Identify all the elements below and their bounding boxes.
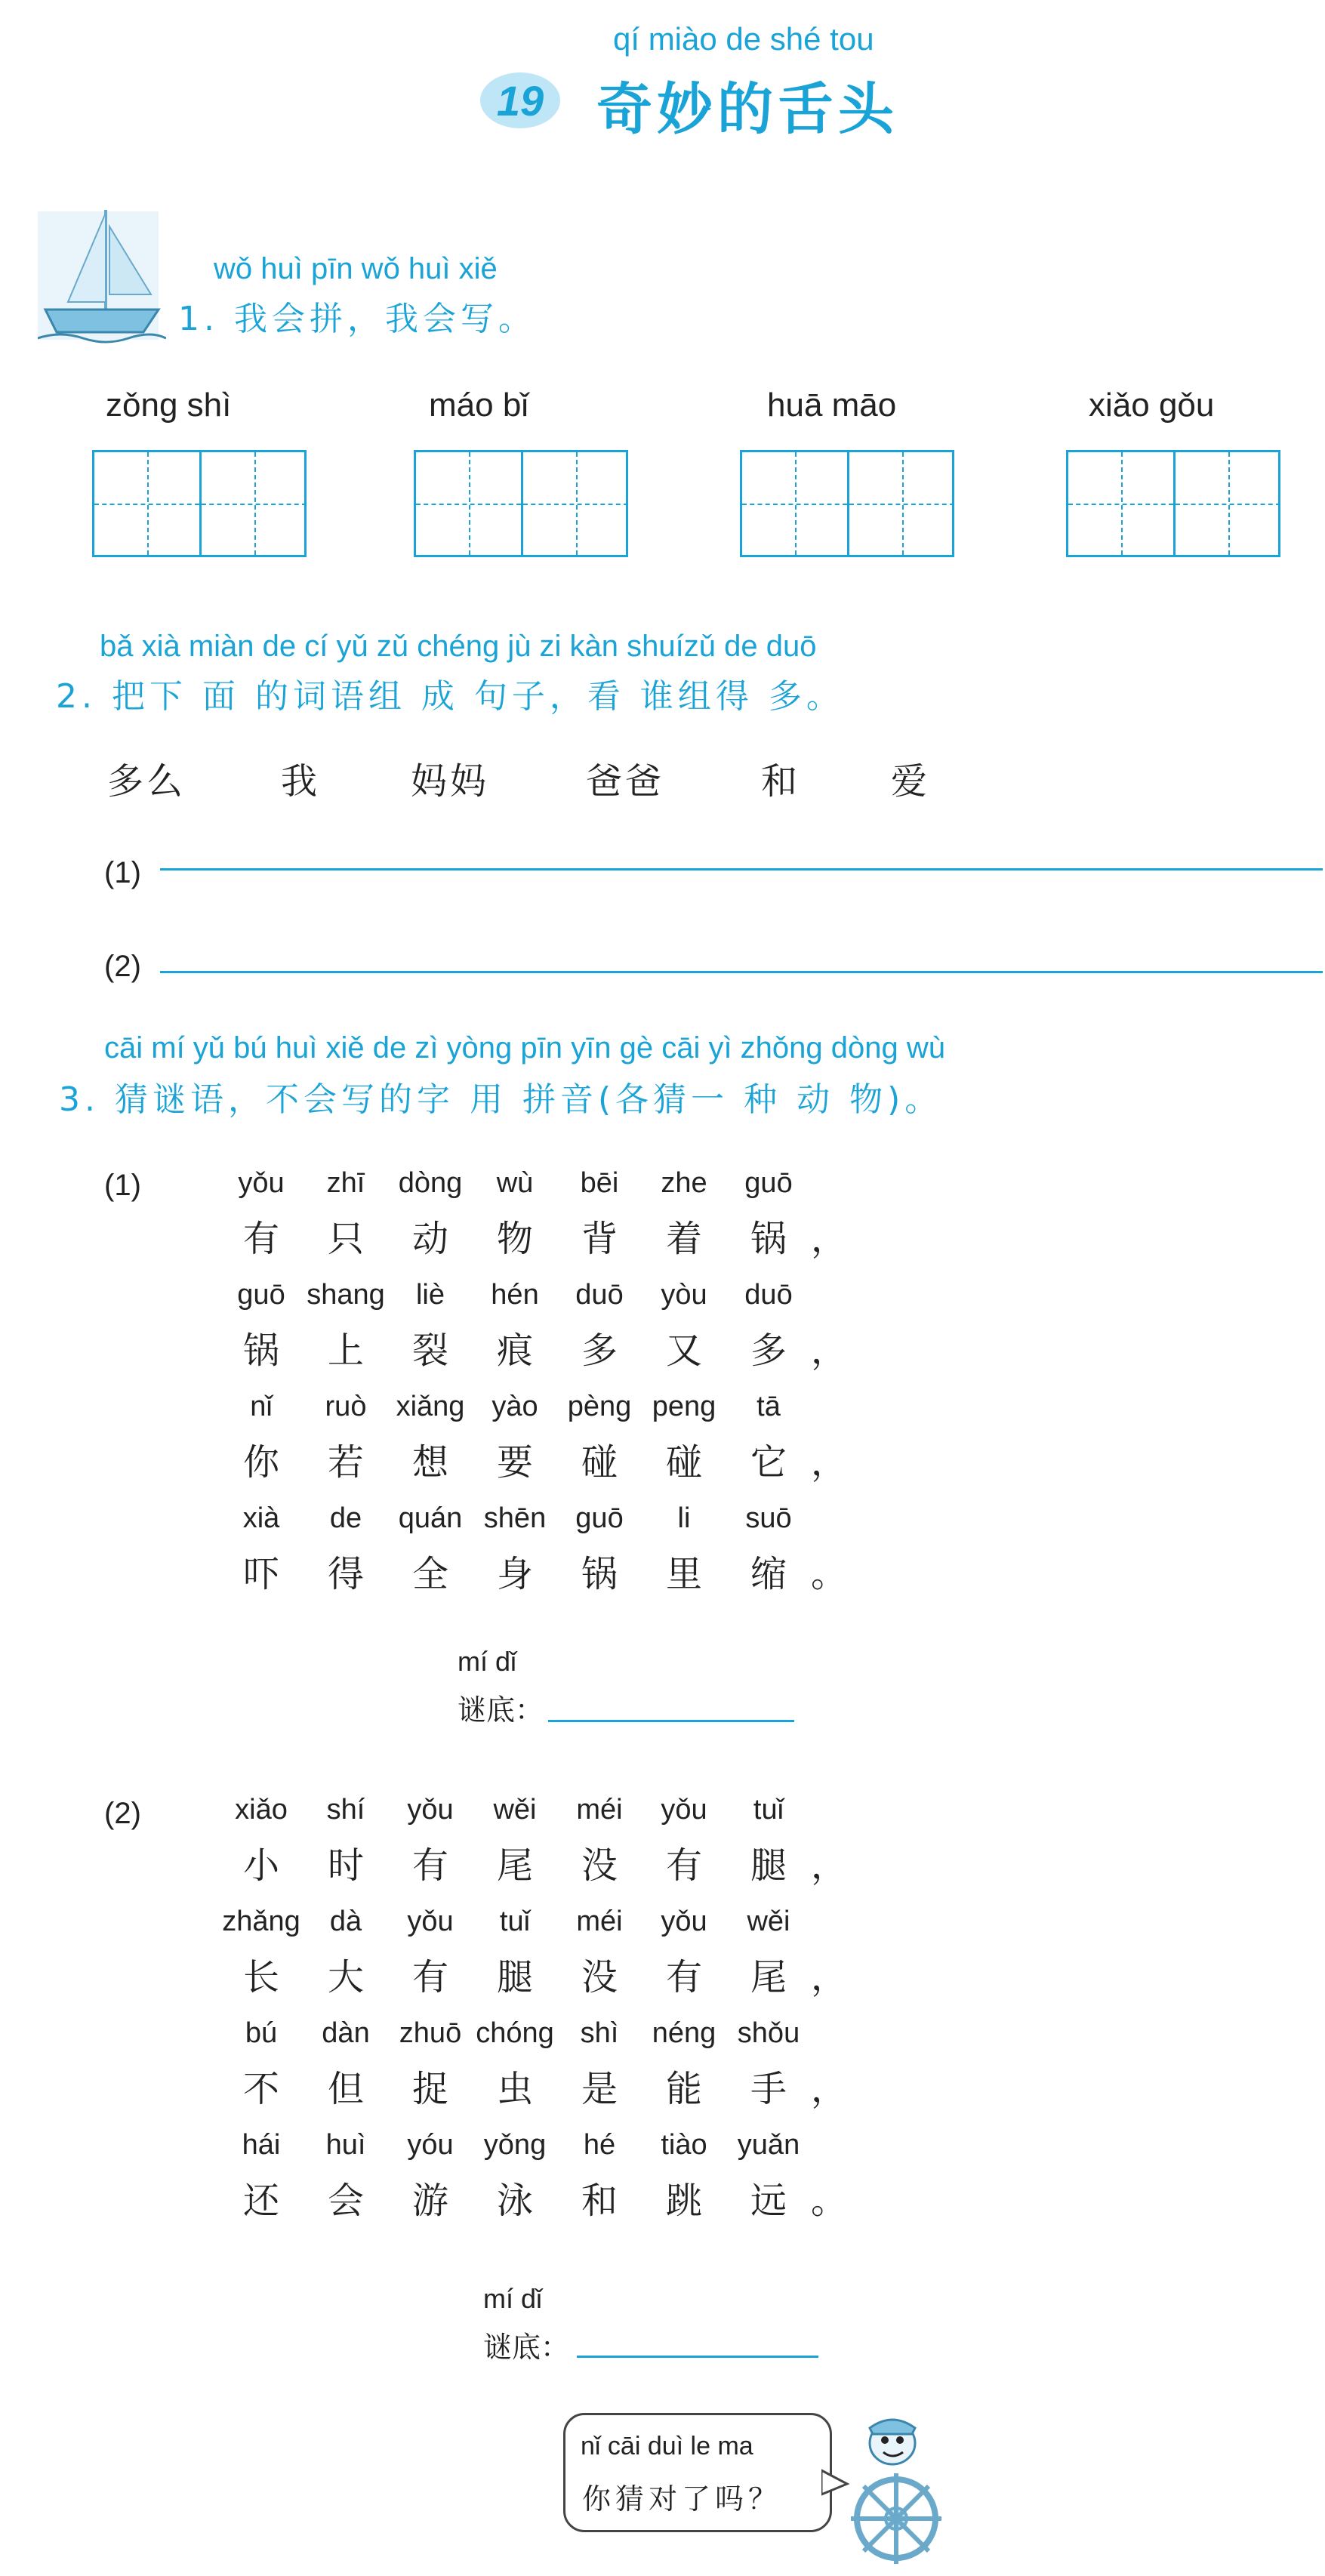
riddle-hanzi: 有 bbox=[411, 1956, 448, 1998]
riddle-hanzi-row bbox=[219, 2171, 848, 2223]
riddle-hanzi-row bbox=[219, 1948, 848, 2000]
riddle-hanzi: 长 bbox=[242, 1956, 279, 1998]
sailor-mascot-illustration bbox=[840, 2413, 953, 2564]
riddle-pinyin: néng bbox=[652, 2017, 716, 2049]
riddle-2-number: (2) bbox=[104, 1797, 141, 1830]
riddle-pinyin: yǒu bbox=[407, 1794, 454, 1826]
riddle-hanzi: 捉 bbox=[411, 2068, 448, 2110]
riddle-pinyin: yǒu bbox=[238, 1167, 285, 1199]
riddle-pinyin: dàn bbox=[322, 2017, 370, 2049]
riddle-hanzi: 锅 bbox=[242, 1330, 279, 1372]
riddle-hanzi: 泳 bbox=[496, 2180, 533, 2222]
riddle-hanzi: 会 bbox=[327, 2180, 364, 2222]
q2-word-1: 多么 bbox=[107, 760, 186, 803]
riddle-pinyin: wěi bbox=[493, 1794, 537, 1826]
q2-line-label-1: (1) bbox=[104, 856, 141, 889]
riddle-hanzi: 尾 bbox=[750, 1956, 787, 1998]
riddle-hanzi: 有 bbox=[411, 1844, 448, 1887]
riddle-punctuation: ， bbox=[811, 1956, 848, 1998]
riddle-hanzi: 缩 bbox=[750, 1553, 787, 1595]
riddle-hanzi: 游 bbox=[411, 2180, 448, 2222]
riddle-2-answer-pinyin: mí dǐ bbox=[483, 2283, 543, 2314]
riddle-pinyin: pèng bbox=[567, 1391, 632, 1422]
riddle-punctuation: ， bbox=[811, 1441, 848, 1484]
riddle-hanzi: 又 bbox=[665, 1330, 702, 1372]
riddle-pinyin: guō bbox=[575, 1502, 624, 1534]
riddle-pinyin: zhǎng bbox=[222, 1906, 300, 1937]
q3-pinyin: cāi mí yǔ bú huì xiě de zì yòng pīn yīn gè cāi yì zhǒng dòng wù bbox=[104, 1031, 946, 1065]
riddle-hanzi: 没 bbox=[581, 1956, 618, 1998]
riddle-hanzi-row bbox=[219, 2060, 848, 2112]
riddle-pinyin: méi bbox=[576, 1794, 623, 1826]
riddle-pinyin: xià bbox=[242, 1502, 280, 1534]
riddle-pinyin: yǒng bbox=[483, 2129, 547, 2161]
riddle-pinyin: tuǐ bbox=[499, 1906, 531, 1937]
q2-word-3: 妈妈 bbox=[411, 760, 490, 803]
riddle-pinyin: huì bbox=[325, 2129, 366, 2161]
q2-answer-line-1[interactable] bbox=[160, 868, 1323, 870]
riddle-pinyin: méi bbox=[576, 1906, 623, 1937]
riddle-hanzi: 锅 bbox=[750, 1218, 787, 1260]
riddle-hanzi: 跳 bbox=[665, 2180, 702, 2222]
riddle-punctuation: ， bbox=[811, 1218, 848, 1260]
riddle-pinyin: shǒu bbox=[737, 2017, 800, 2049]
riddle-pinyin: dòng bbox=[398, 1167, 463, 1199]
q2-label: 2. 把下 面 的词语组 成 句子，看 谁组得 多。 bbox=[56, 677, 844, 716]
riddle-pinyin: hén bbox=[491, 1279, 539, 1311]
q1-word-3: huā māo bbox=[767, 387, 897, 424]
riddle-hanzi: 痕 bbox=[496, 1330, 533, 1372]
riddle-pinyin: yǒu bbox=[407, 1906, 454, 1937]
riddle-pinyin: dà bbox=[329, 1906, 362, 1937]
riddle-hanzi: 着 bbox=[665, 1218, 702, 1260]
lesson-number-badge: 19 bbox=[480, 72, 560, 128]
riddle-pinyin: hé bbox=[583, 2129, 616, 2161]
riddle-pinyin-row bbox=[219, 1502, 811, 1535]
riddle-punctuation: ， bbox=[811, 1844, 848, 1887]
riddle-pinyin: nǐ bbox=[250, 1391, 273, 1422]
riddle-hanzi: 没 bbox=[581, 1844, 618, 1887]
riddle-hanzi: 和 bbox=[581, 2180, 618, 2222]
riddle-1-number: (1) bbox=[104, 1169, 141, 1202]
riddle-pinyin: bú bbox=[245, 2017, 278, 2049]
riddle-hanzi: 远 bbox=[750, 2180, 787, 2222]
q1-word-1: zǒng shì bbox=[106, 387, 232, 424]
riddle-pinyin: yóu bbox=[407, 2129, 454, 2161]
q2-pinyin: bǎ xià miàn de cí yǔ zǔ chéng jù zi kàn shuízǔ de duō bbox=[100, 630, 817, 663]
riddle-hanzi: 吓 bbox=[242, 1553, 279, 1595]
riddle-1-answer-label: 谜底： bbox=[458, 1693, 544, 1727]
riddle-pinyin: guō bbox=[744, 1167, 793, 1199]
riddle-pinyin: zhe bbox=[661, 1167, 707, 1199]
riddle-pinyin: duō bbox=[575, 1279, 624, 1311]
writing-grid-4[interactable] bbox=[1066, 450, 1280, 557]
riddle-hanzi: 是 bbox=[581, 2068, 618, 2110]
riddle-hanzi: 要 bbox=[496, 1441, 533, 1484]
riddle-pinyin: quán bbox=[398, 1502, 463, 1534]
q2-answer-line-2[interactable] bbox=[160, 971, 1323, 973]
riddle-pinyin-row bbox=[219, 1167, 811, 1200]
q2-line-label-2: (2) bbox=[104, 950, 141, 983]
riddle-hanzi: 但 bbox=[327, 2068, 364, 2110]
riddle-hanzi: 身 bbox=[496, 1553, 533, 1595]
riddle-pinyin: yuǎn bbox=[737, 2129, 800, 2161]
riddle-hanzi: 时 bbox=[327, 1844, 364, 1887]
riddle-hanzi: 碰 bbox=[581, 1441, 618, 1484]
riddle-1-answer-line[interactable] bbox=[548, 1720, 794, 1722]
riddle-hanzi-row bbox=[219, 1209, 848, 1262]
riddle-1-answer-pinyin: mí dǐ bbox=[458, 1646, 517, 1677]
riddle-hanzi: 小 bbox=[242, 1844, 279, 1887]
riddle-pinyin: xiǎo bbox=[235, 1794, 288, 1826]
riddle-hanzi: 有 bbox=[665, 1956, 702, 1998]
riddle-pinyin: shēn bbox=[483, 1502, 547, 1534]
writing-grid-1[interactable] bbox=[92, 450, 307, 557]
riddle-pinyin: de bbox=[329, 1502, 362, 1534]
riddle-pinyin-row bbox=[219, 2129, 811, 2162]
riddle-hanzi: 多 bbox=[750, 1330, 787, 1372]
q1-label: 1. 我会拼，我会写。 bbox=[178, 300, 536, 338]
riddle-hanzi: 虫 bbox=[496, 2068, 533, 2110]
riddle-hanzi: 腿 bbox=[750, 1844, 787, 1887]
boat-illustration bbox=[38, 204, 166, 347]
riddle-pinyin-row bbox=[219, 2017, 811, 2050]
riddle-hanzi: 锅 bbox=[581, 1553, 618, 1595]
riddle-hanzi: 手 bbox=[750, 2068, 787, 2110]
riddle-hanzi: 你 bbox=[242, 1441, 279, 1484]
riddle-pinyin: yǒu bbox=[661, 1794, 707, 1826]
riddle-pinyin-row bbox=[219, 1391, 811, 1423]
riddle-pinyin-row bbox=[219, 1794, 811, 1826]
riddle-pinyin-row bbox=[219, 1906, 811, 1938]
q1-word-4: xiǎo gǒu bbox=[1089, 387, 1215, 424]
riddle-pinyin-row bbox=[219, 1279, 811, 1311]
riddle-pinyin: yòu bbox=[661, 1279, 707, 1311]
riddle-pinyin: ruò bbox=[325, 1391, 367, 1422]
riddle-hanzi: 动 bbox=[411, 1218, 448, 1260]
riddle-pinyin: chóng bbox=[476, 2017, 554, 2049]
riddle-pinyin: li bbox=[677, 1502, 691, 1534]
bubble-text: 你猜对了吗？ bbox=[582, 2482, 782, 2516]
riddle-hanzi: 碰 bbox=[665, 1441, 702, 1484]
q2-word-4: 爸爸 bbox=[586, 760, 665, 803]
riddle-hanzi: 里 bbox=[665, 1553, 702, 1595]
riddle-hanzi-row bbox=[219, 1545, 848, 1597]
writing-grid-2[interactable] bbox=[414, 450, 628, 557]
riddle-pinyin: peng bbox=[652, 1391, 716, 1422]
speech-bubble bbox=[563, 2413, 832, 2532]
riddle-punctuation: ， bbox=[811, 2068, 848, 2110]
riddle-pinyin: liè bbox=[415, 1279, 445, 1311]
riddle-2-answer-line[interactable] bbox=[577, 2356, 818, 2358]
riddle-pinyin: yǒu bbox=[661, 1906, 707, 1937]
riddle-hanzi: 腿 bbox=[496, 1956, 533, 1998]
page-title: 奇妙的舌头 bbox=[596, 77, 898, 142]
q2-word-2: 我 bbox=[281, 760, 321, 803]
riddle-hanzi-row bbox=[219, 1321, 848, 1373]
q2-word-6: 爱 bbox=[891, 760, 931, 803]
riddle-hanzi: 物 bbox=[496, 1218, 533, 1260]
riddle-pinyin: suō bbox=[745, 1502, 792, 1534]
riddle-hanzi: 尾 bbox=[496, 1844, 533, 1887]
riddle-hanzi: 大 bbox=[327, 1956, 364, 1998]
riddle-pinyin: wěi bbox=[747, 1906, 790, 1937]
riddle-pinyin: tā bbox=[756, 1391, 781, 1422]
riddle-punctuation: ， bbox=[811, 1330, 848, 1372]
riddle-hanzi: 不 bbox=[242, 2068, 279, 2110]
riddle-pinyin: yào bbox=[491, 1391, 538, 1422]
riddle-hanzi: 还 bbox=[242, 2180, 279, 2222]
riddle-hanzi: 它 bbox=[750, 1441, 787, 1484]
riddle-pinyin: wù bbox=[496, 1167, 534, 1199]
writing-grid-3[interactable] bbox=[740, 450, 954, 557]
riddle-pinyin: hái bbox=[242, 2129, 281, 2161]
riddle-hanzi: 只 bbox=[327, 1218, 364, 1260]
riddle-pinyin: shì bbox=[580, 2017, 619, 2049]
riddle-pinyin: guō bbox=[237, 1279, 285, 1311]
riddle-punctuation: 。 bbox=[811, 1553, 848, 1595]
bubble-pinyin: nǐ cāi duì le ma bbox=[581, 2432, 753, 2460]
riddle-hanzi: 多 bbox=[581, 1330, 618, 1372]
riddle-hanzi: 有 bbox=[242, 1218, 279, 1260]
riddle-hanzi: 想 bbox=[411, 1441, 448, 1484]
riddle-hanzi: 若 bbox=[327, 1441, 364, 1484]
riddle-pinyin: bēi bbox=[580, 1167, 619, 1199]
riddle-hanzi: 裂 bbox=[411, 1330, 448, 1372]
q3-label: 3. 猜谜语，不会写的字 用 拼音(各猜一 种 动 物)。 bbox=[59, 1080, 943, 1119]
riddle-hanzi: 有 bbox=[665, 1844, 702, 1887]
riddle-punctuation: 。 bbox=[811, 2180, 848, 2222]
riddle-hanzi: 全 bbox=[411, 1553, 448, 1595]
riddle-pinyin: shí bbox=[326, 1794, 365, 1826]
riddle-hanzi-row bbox=[219, 1836, 848, 1888]
riddle-hanzi: 得 bbox=[327, 1553, 364, 1595]
riddle-hanzi-row bbox=[219, 1433, 848, 1485]
riddle-pinyin: shang bbox=[307, 1279, 385, 1311]
title-pinyin: qí miào de shé tou bbox=[613, 21, 874, 57]
riddle-pinyin: tuǐ bbox=[753, 1794, 784, 1826]
riddle-pinyin: xiǎng bbox=[396, 1391, 465, 1422]
riddle-pinyin: zhuō bbox=[399, 2017, 462, 2049]
riddle-hanzi: 上 bbox=[327, 1330, 364, 1372]
riddle-hanzi: 背 bbox=[581, 1218, 618, 1260]
q1-word-2: máo bǐ bbox=[429, 387, 529, 424]
riddle-hanzi: 能 bbox=[665, 2068, 702, 2110]
q2-word-5: 和 bbox=[761, 760, 801, 803]
riddle-pinyin: duō bbox=[744, 1279, 793, 1311]
riddle-pinyin: zhī bbox=[326, 1167, 365, 1199]
riddle-2-answer-label: 谜底： bbox=[483, 2331, 570, 2364]
riddle-pinyin: tiào bbox=[661, 2129, 707, 2161]
q1-pinyin: wǒ huì pīn wǒ huì xiě bbox=[214, 252, 498, 285]
